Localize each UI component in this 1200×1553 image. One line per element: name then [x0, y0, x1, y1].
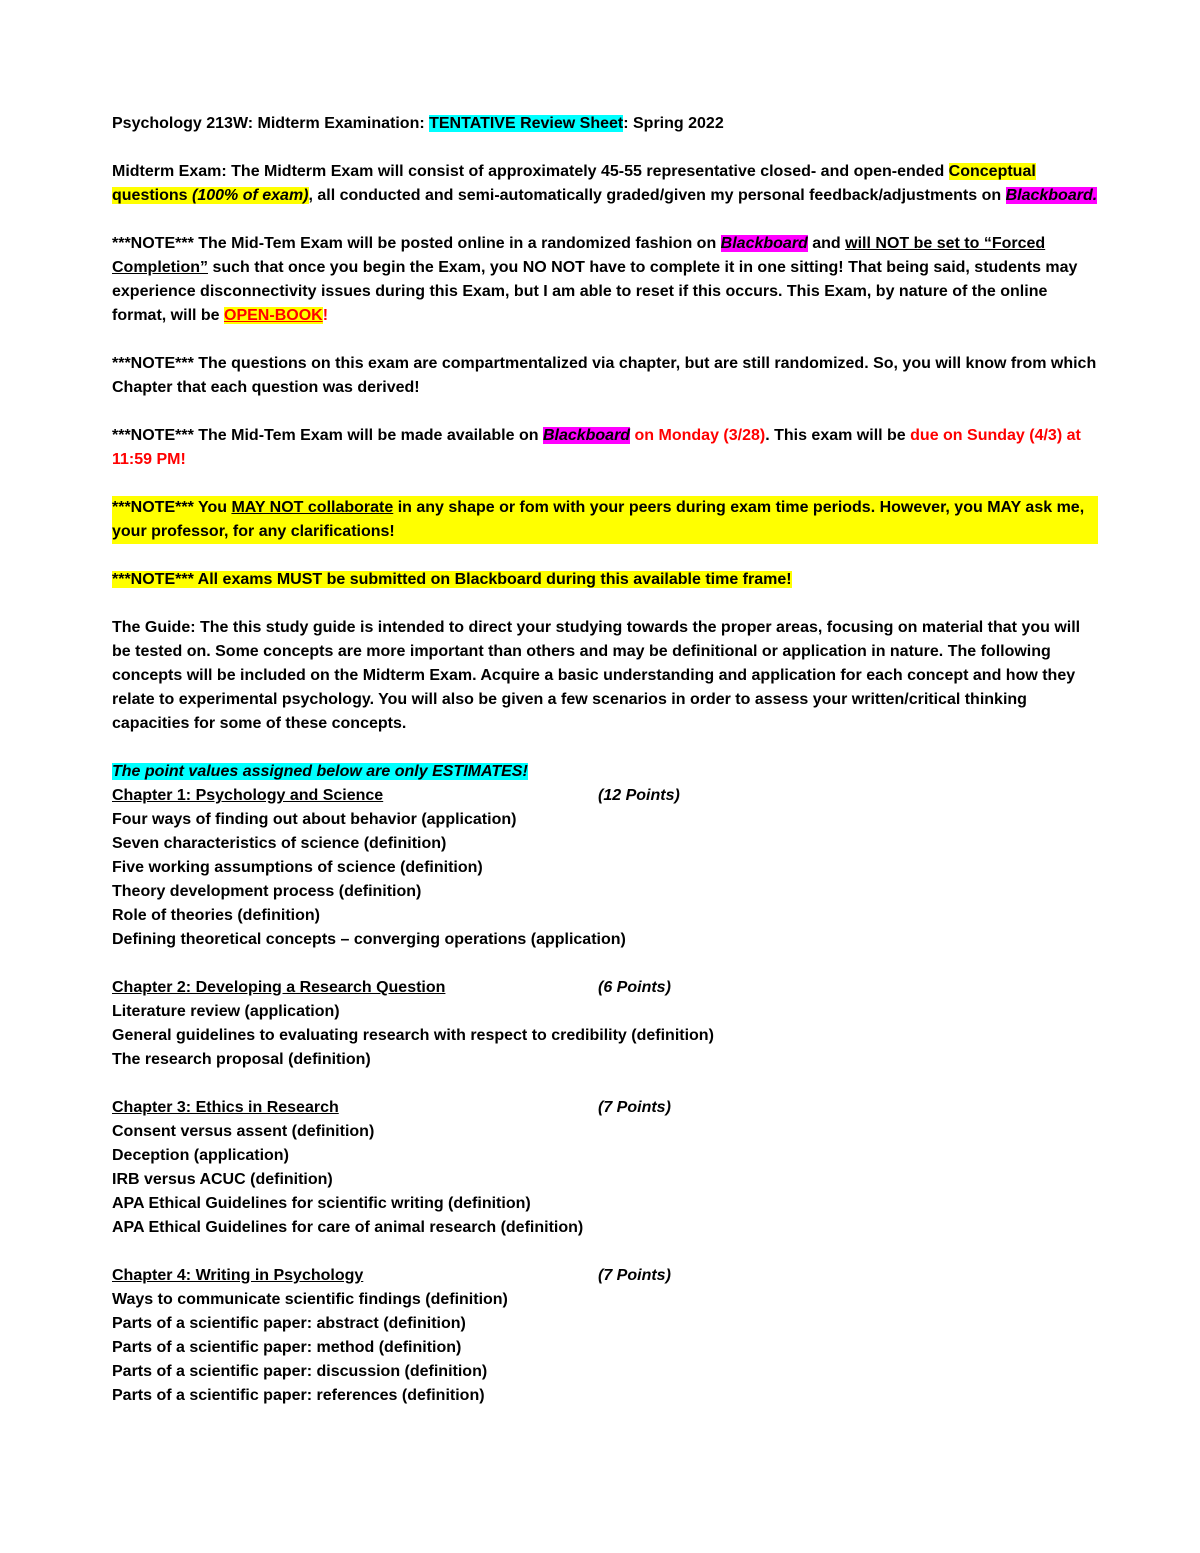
- blackboard-highlight: Blackboard.: [1005, 187, 1098, 204]
- chapter-4-section: [112, 1264, 1098, 1408]
- review-sheet-page: [112, 112, 1098, 1432]
- chapter-title: Chapter 2: Developing a Research Question: [112, 979, 446, 996]
- guide-paragraph: The Guide: The this study guide is intended to direct your studying towards the proper areas, focusing on material that you will be tested on. Some concepts are more important than others and may be definitional or application in nature. The following concepts will be included on the Midterm Exam. Acquire a basic understanding and application for each concept and how they relate to experimental psychology. You will also be given a few scenarios in order to assess your written/critical thinking capacities for some of these concepts.: [112, 619, 1081, 732]
- tentative-highlight: TENTATIVE Review Sheet: [429, 115, 624, 132]
- list-item: Deception (application): [112, 1147, 289, 1164]
- list-item: Seven characteristics of science (definition): [112, 835, 447, 852]
- blackboard-highlight: Blackboard: [720, 235, 808, 252]
- chapter-points: (6 Points): [598, 979, 671, 996]
- list-item: Four ways of finding out about behavior (application): [112, 811, 517, 828]
- chapter-heading: [112, 1264, 1098, 1288]
- chapter-points: (12 Points): [598, 787, 680, 804]
- available-date: on Monday (3/28): [630, 427, 766, 444]
- blackboard-highlight: Blackboard: [542, 427, 631, 444]
- chapter-heading: [112, 1096, 1098, 1120]
- note-forced-completion: ***NOTE*** The Mid-Tem Exam will be posted online in a randomized fashion on Blackboard and will NOT be set to “Forced Completion” such that once you begin the Exam, you NO NOT have to complete it in one sitting! That being said, students may experience disconnectivity issues during this Exam, but I am able to reset if this occurs. This Exam, by nature of the online format, will be OPEN-BOOK!: [112, 235, 1078, 324]
- chapter-title: Chapter 3: Ethics in Research: [112, 1099, 339, 1116]
- may-not-collaborate: MAY NOT collaborate: [231, 499, 394, 516]
- note-availability: ***NOTE*** The Mid-Tem Exam will be made available on Blackboard on Monday (3/28). This exam will be due on Sunday (4/3) at 11:59 PM!: [112, 427, 1081, 468]
- chapter-3-section: [112, 1096, 1098, 1240]
- list-item: Literature review (application): [112, 1003, 340, 1020]
- note-collaboration: ***NOTE*** You MAY NOT collaborate in any shape or fom with your peers during exam time periods. However, you MAY ask me, your professor, for any clarifications!: [112, 496, 1098, 544]
- chapter-points: (7 Points): [598, 1267, 671, 1284]
- midterm-description: Midterm Exam: The Midterm Exam will consist of approximately 45-55 representative closed- and open-ended Conceptual questions (100% of exam), all conducted and semi-automatically graded/given my personal feedback/adjustments on Blackboard.: [112, 163, 1098, 204]
- chapter-points: (7 Points): [598, 1099, 671, 1116]
- note-submission: ***NOTE*** All exams MUST be submitted on Blackboard during this available time frame!: [112, 571, 792, 588]
- note-randomized: ***NOTE*** The questions on this exam are compartmentalized via chapter, but are still randomized. So, you will know from which Chapter that each question was derived!: [112, 355, 1097, 396]
- chapter-title: Chapter 4: Writing in Psychology: [112, 1267, 364, 1284]
- list-item: Five working assumptions of science (definition): [112, 859, 483, 876]
- chapter-heading: [112, 784, 1098, 808]
- due-date: due on Sunday (4/3) at 11:59 PM!: [112, 427, 1081, 468]
- list-item: Ways to communicate scientific findings (definition): [112, 1291, 508, 1308]
- list-item: IRB versus ACUC (definition): [112, 1171, 333, 1188]
- list-item: Parts of a scientific paper: abstract (definition): [112, 1315, 466, 1332]
- estimates-note: The point values assigned below are only ESTIMATES!: [112, 763, 528, 780]
- open-book-highlight: OPEN-BOOK: [224, 307, 323, 324]
- list-item: The research proposal (definition): [112, 1051, 371, 1068]
- list-item: APA Ethical Guidelines for scientific writing (definition): [112, 1195, 531, 1212]
- list-item: Parts of a scientific paper: discussion (definition): [112, 1363, 488, 1380]
- not-forced-completion: will NOT be set to “Forced Completion”: [112, 235, 1046, 276]
- list-item: Parts of a scientific paper: references (definition): [112, 1387, 485, 1404]
- list-item: Role of theories (definition): [112, 907, 320, 924]
- list-item: Consent versus assent (definition): [112, 1123, 375, 1140]
- chapter-2-section: [112, 976, 1098, 1072]
- list-item: General guidelines to evaluating research with respect to credibility (definition): [112, 1027, 714, 1044]
- chapter-heading: [112, 976, 1098, 1000]
- list-item: Defining theoretical concepts – converging operations (application): [112, 931, 626, 948]
- list-item: Parts of a scientific paper: method (definition): [112, 1339, 462, 1356]
- conceptual-questions-highlight: Conceptual questions (100% of exam): [112, 163, 1036, 204]
- list-item: Theory development process (definition): [112, 883, 422, 900]
- document-title: Psychology 213W: Midterm Examination: TENTATIVE Review Sheet: Spring 2022: [112, 115, 724, 132]
- list-item: APA Ethical Guidelines for care of animal research (definition): [112, 1219, 584, 1236]
- chapter-1-section: [112, 760, 1098, 952]
- chapter-title: Chapter 1: Psychology and Science: [112, 787, 384, 804]
